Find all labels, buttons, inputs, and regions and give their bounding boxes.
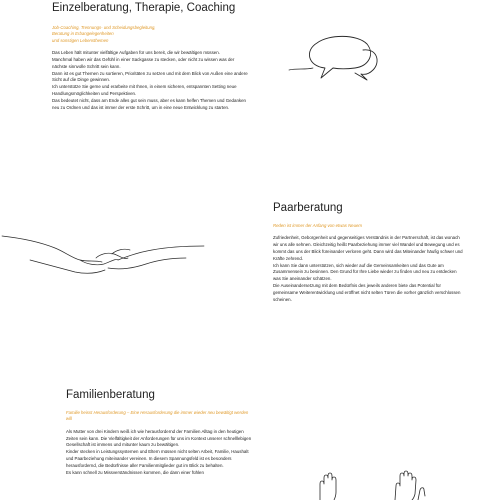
einzelberatung-title: Einzelberatung, Therapie, Coaching — [52, 2, 236, 14]
section-paarberatung — [273, 202, 463, 304]
einzelberatung-body — [52, 50, 250, 111]
familie-paragraph-2: Kinder stecken in Leistungssystemen und Eltern müssen nicht selten Arbeit, Familie, Haushalt und Paarbeziehung miteinander vereinen. In diesem Spannungsfeld ist es besonders herausfordernd, die Bedürfnisse aller Familienmitglieder gut im Blick zu behalten. — [66, 449, 249, 468]
section-einzelberatung — [52, 2, 250, 112]
familienberatung-subtitle: Familie heisst Herausforderung – Eine Herausforderung die immer wieder neu bewältigt werden will — [66, 409, 249, 422]
familie-paragraph-3: Es kann schnell zu Missverständnissen kommen, die dann einer fühlen — [66, 469, 204, 475]
section-familienberatung — [66, 389, 254, 476]
einzel-paragraph-4: Ich unterstütze Sie gerne und erarbeite mit Ihnen, in einem sicheren, entspannten Setting neue Handlungsmöglichkeiten und Perspektiven. — [52, 84, 237, 97]
einzel-paragraph-2: Manchmal haben wir das Gefühl in einer Sackgasse zu stecken, oder nicht zu wissen was der nächste sinnvolle Schritt sein kann. — [52, 56, 235, 69]
familienberatung-body — [66, 429, 254, 477]
family-hands-illustration — [300, 470, 440, 500]
paarberatung-body — [273, 235, 463, 303]
einzelberatung-subtitle: Job-Coaching, Trennungs- und Scheidungsbegleitung, Beratung in Erbangelegenheiten und sonstigen Lebensthemen — [52, 24, 156, 43]
paar-paragraph-2: Ich kann Sie dann unterstützen, sich wieder auf die Gemeinsamkeiten und das Gute am Zusammensein zu besinnen. Den Grund für Ihre Liebe wieder zu finden und neu zu entdecken was Sie aneinander schätzen. — [273, 262, 457, 282]
familienberatung-title: Familienberatung — [66, 389, 155, 401]
einzel-paragraph-5: Das bedeutet nicht, dass am Ende alles gut sein muss, aber es kann helfen Themen und Gedanken neu zu Ordnen und das ist immer der erste Schritt, um in eine neue Entwicklung zu starten. — [52, 97, 246, 110]
paarberatung-subtitle: Reden ist immer der Anfang von etwas Neuem — [273, 222, 362, 228]
paar-paragraph-3: Die Auseinandersetzung mit dem Bedürfnis des jeweils anderen biete das Potential für gemeinsame Weiterentwicklung und eröffnet nicht selten Türen die vorher gänzlich verschlossen scheinen. — [273, 283, 461, 302]
speech-bubbles-illustration — [285, 28, 385, 83]
paarberatung-title: Paarberatung — [273, 202, 343, 214]
hands-illustration — [0, 230, 205, 280]
einzel-paragraph-3: Dann ist es gut Themen zu sortieren, Prioritäten zu setzen und mit dem Blick von Außen eine andere Sicht auf die Dinge gewinnen. — [52, 70, 248, 83]
familie-paragraph-1: Als Mutter von drei Kindern weiß ich wie herausfordernd der Familien Alltag in den heutigen Zeiten sein kann. Die Vielfältigkeit der Anforderungen für uns im Kontext unserer schnelllebigen Gesellschaft ist immens und mitunter kaum zu bewältigen. — [66, 428, 252, 448]
paar-paragraph-1: Zufriedenheit, Geborgenheit und gegenseitiges Verständnis in der Partnerschaft, ist das wonach wir uns alle sehnen. Gleichzeitig heißt Paarbeziehung immer viel Wandel und Bewegung und es kommt das uns der Blick füreinander verloren geht. Dann wird das Miteinander häufig schwer und Kräfte zehrend. — [273, 235, 463, 261]
einzel-paragraph-1: Das Leben hält mitunter vielfältige Aufgaben für uns bereit, die wir bewältigen müssen. — [52, 50, 220, 56]
